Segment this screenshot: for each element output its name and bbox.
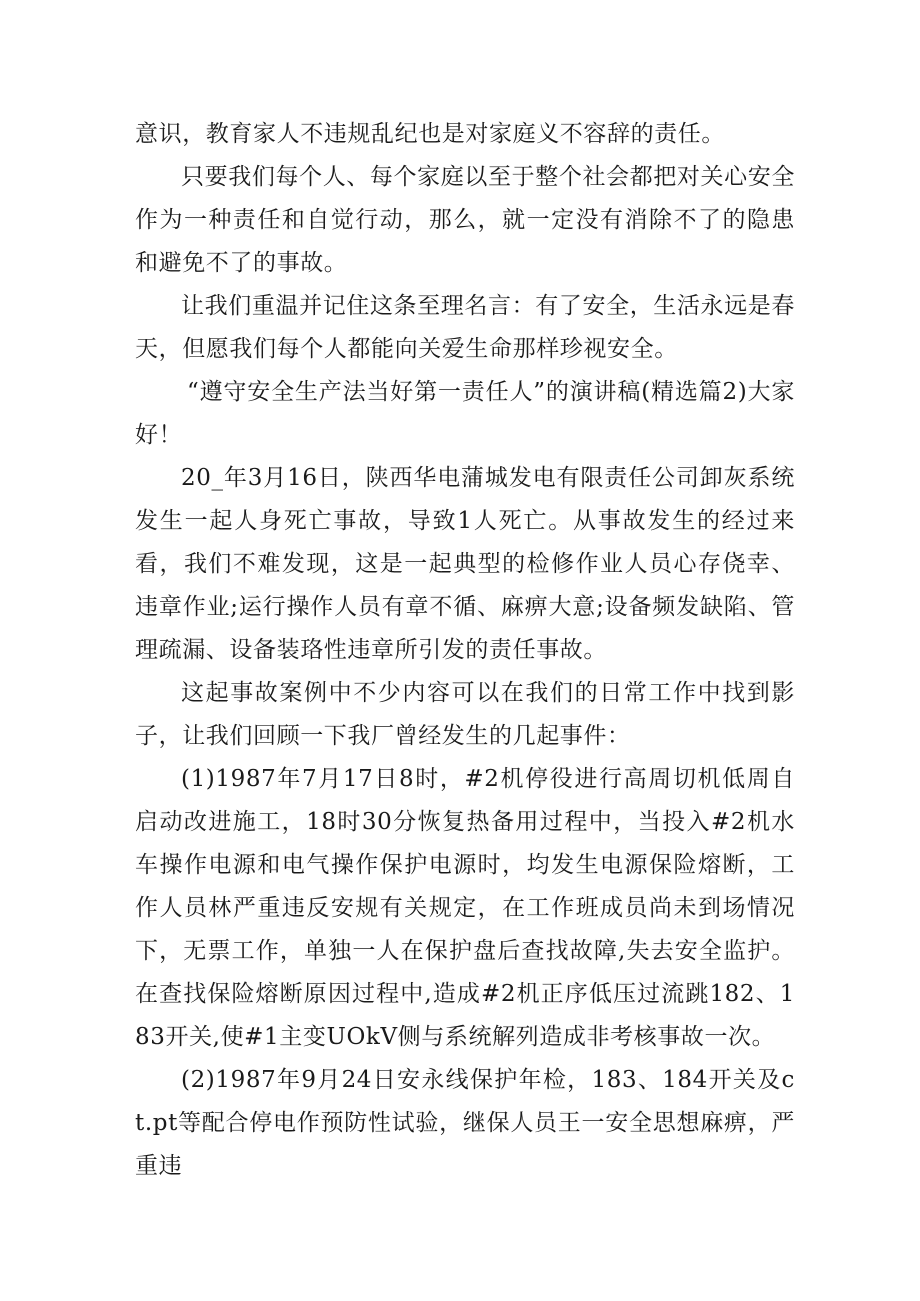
paragraph-2: 只要我们每个人、每个家庭以至于整个社会都把对关心安全作为一种责任和自觉行动，那么，就一定没有消除不了的隐患和避免不了的事故。 [135,164,795,276]
document-body [135,113,795,1188]
paragraph-1: 意识，教育家人不违规乱纪也是对家庭义不容辞的责任。 [135,121,725,147]
section-heading: “遵守安全生产法当好第一责任人”的演讲稿(精选篇2)大家好！ [135,379,795,448]
paragraph-6: 这起事故案例中不少内容可以在我们的日常工作中找到影子，让我们回顾一下我厂曾经发生的几起事件： [135,680,795,749]
paragraph-8: (2)1987年9月24日安永线保护年检，183、184开关及ct.pt等配合停电作预防性试验，继保人员王一安全思想麻痹，严重违 [135,1067,795,1179]
paragraph-3: 让我们重温并记住这条至理名言：有了安全，生活永远是春天，但愿我们每个人都能向关爱生命那样珍视安全。 [135,293,795,362]
paragraph-7: (1)1987年7月17日8时，#2机停役进行高周切机低周自启动改进施工，18时30分恢复热备用过程中，当投入#2机水车操作电源和电气操作保护电源时，均发生电源保险熔断，工作人员林严重违反安规有关规定，在工作班成员尚未到场情况下，无票工作，单独一人在保护盘后查找故障,失去安全监护。在查找保险熔断原因过程中,造成#2机正序低压过流跳182、183开关,使#1主变UOkV侧与系统解列造成非考核事故一次。 [135,766,795,1050]
paragraph-5: 20_年3月16日，陕西华电蒲城发电有限责任公司卸灰系统发生一起人身死亡事故，导致1人死亡。从事故发生的经过来看，我们不难发现，这是一起典型的检修作业人员心存侥幸、违章作业;运行操作人员有章不循、麻痹大意;设备频发缺陷、管理疏漏、设备装珞性违章所引发的责任事故。 [135,465,795,663]
